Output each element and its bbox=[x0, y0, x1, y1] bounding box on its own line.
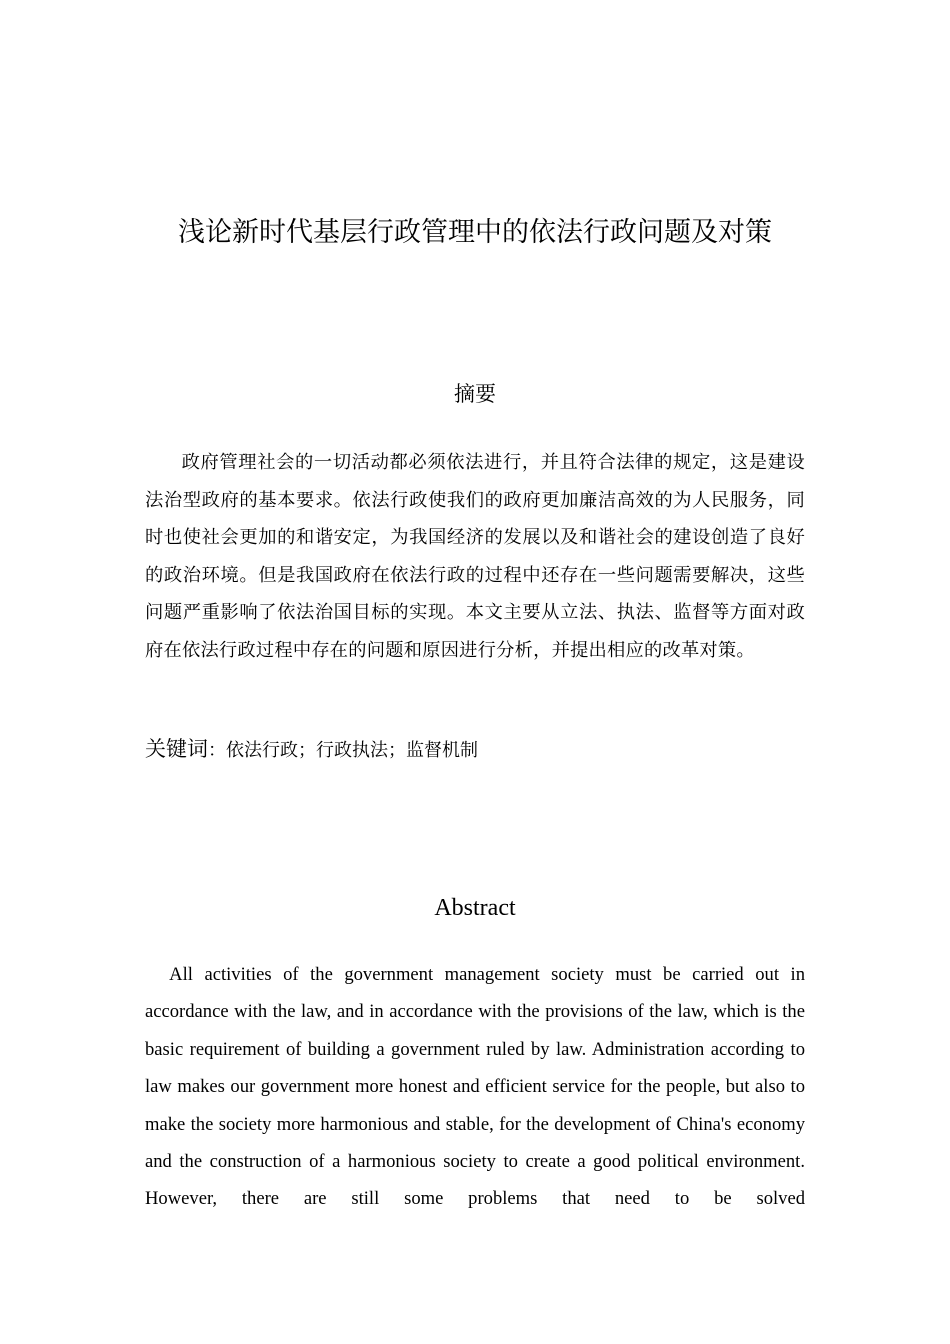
abstract-cn-heading: 摘要 bbox=[454, 382, 496, 406]
abstract-en-body: All activities of the government management society must be carried out in accordance with the law, and in accordance with the provisions of the law, which is the basic requirement of building a government ruled by law. Administration according to law makes our government more honest and efficient service for the people, but also to make the society more harmonious and stable, for the development of China's economy and the construction of a harmonious society to create a good political environment. However, there are still some problems that need to be solved bbox=[145, 964, 805, 1210]
keywords-label: 关键词 bbox=[145, 737, 208, 761]
keywords-text: 依法行政；行政执法；监督机制 bbox=[226, 740, 478, 761]
document-title: 浅论新时代基层行政管理中的依法行政问题及对策 bbox=[178, 217, 772, 248]
keywords-line bbox=[145, 733, 805, 763]
abstract-en-heading: Abstract bbox=[434, 895, 516, 921]
keywords-separator: ： bbox=[208, 740, 226, 761]
abstract-cn-body: 政府管理社会的一切活动都必须依法进行，并且符合法律的规定，这是建设法治型政府的基本要求。依法行政使我们的政府更加廉洁高效的为人民服务，同时也使社会更加的和谐安定，为我国经济的发展以及和谐社会的建设创造了良好的政治环境。但是我国政府在依法行政的过程中还存在一些问题需要解决，这些问题严重影响了依法治国目标的实现。本文主要从立法、执法、监督等方面对政府在依法行政过程中存在的问题和原因进行分析，并提出相应的改革对策。 bbox=[145, 452, 805, 661]
